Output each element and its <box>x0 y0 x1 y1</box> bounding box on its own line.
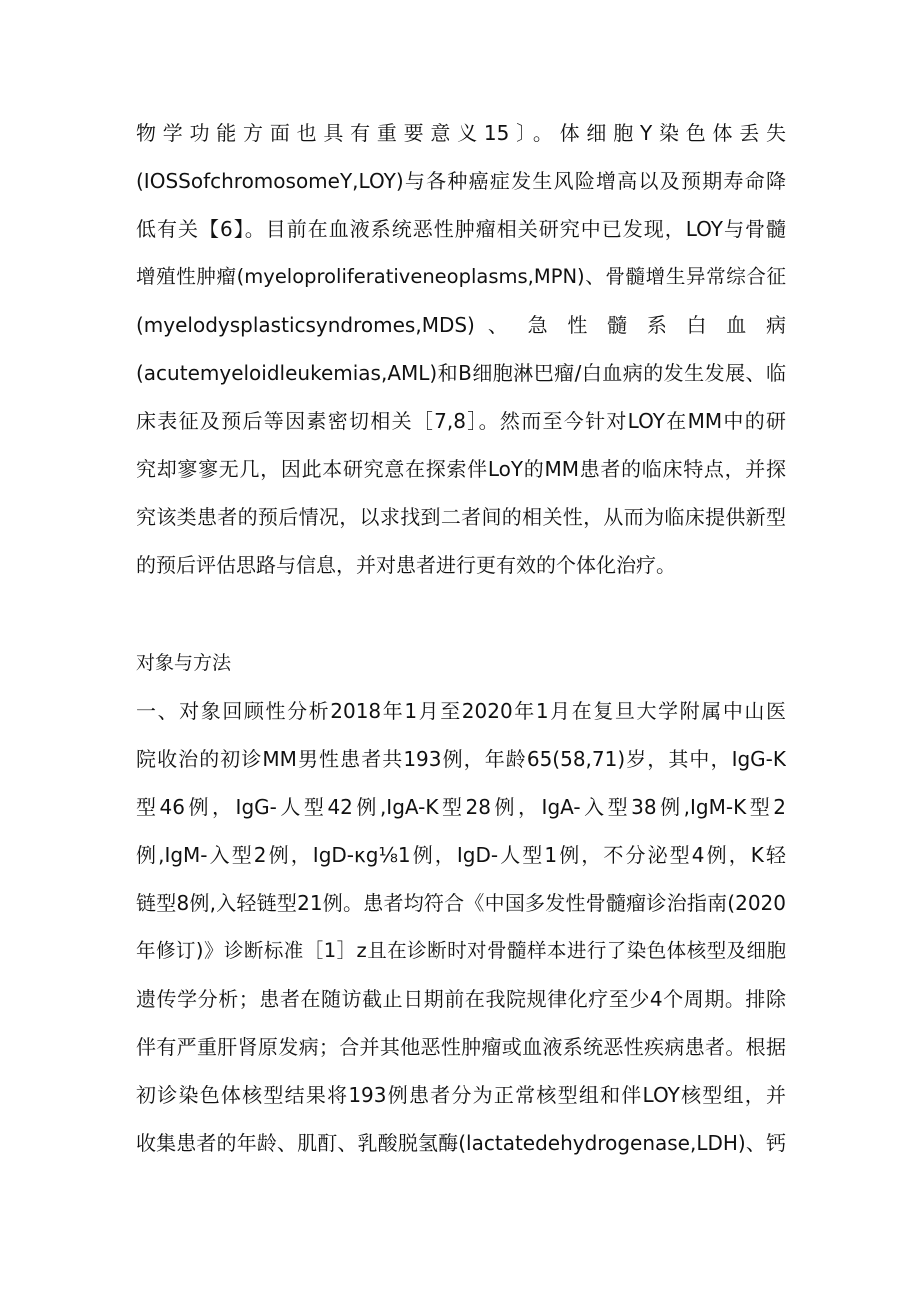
paragraph-line-10: 的预后评估思路与信息，并对患者进行更有效的个体化治疗。 <box>136 553 676 577</box>
paragraph-line-12: 院收治的初诊MM男性患者共193例，年龄65(58,71)岁，其中，IgG-K <box>136 747 786 771</box>
paragraph-line-20: 收集患者的年龄、肌酊、乳酸脱氢酶(lactatedehydrogenase,LDH)、钙 <box>136 1131 786 1155</box>
paragraph-line-9: 究该类患者的预后情况，以求找到二者间的相关性，从而为临床提供新型 <box>136 505 786 529</box>
paragraph-line-14: 例,IgM-入型2例，IgD-κg⅛1例，IgD-人型1例，不分泌型4例，K轻 <box>136 843 786 867</box>
paragraph-line-15: 链型8例,入轻链型21例。患者均符合《中国多发性骨髓瘤诊治指南(2020 <box>136 891 786 915</box>
paragraph-line-19: 初诊染色体核型结果将193例患者分为正常核型组和伴LOY核型组，并 <box>136 1083 786 1107</box>
section-heading: 对象与方法 <box>136 652 232 674</box>
paragraph-line-8: 究却寥寥无几，因此本研究意在探索伴LoY的MM患者的临床特点，并探 <box>136 457 786 481</box>
paragraph-line-16: 年修订)》诊断标准［1］z且在诊断时对骨髓样本进行了染色体核型及细胞 <box>136 939 786 962</box>
paragraph-line-3: 低有关【6】。目前在血液系统恶性肿瘤相关研究中已发现，LOY与骨髓 <box>136 217 786 241</box>
paragraph-line-2: (IOSSofchromosomeY,LOY)与各种癌症发生风险增高以及预期寿命降 <box>136 169 786 193</box>
paragraph-line-13: 型46例，IgG-人型42例,IgA-K型28例，IgA-入型38例,IgM-K型2 <box>136 795 786 819</box>
paragraph-line-4: 增殖性肿瘤(myeloproliferativeneoplasms,MPN)、骨髓增生异常综合征 <box>136 265 786 288</box>
paragraph-line-18: 伴有严重肝肾原发病；合并其他恶性肿瘤或血液系统恶性疾病患者。根据 <box>136 1035 786 1059</box>
paragraph-line-1: 物学功能方面也具有重要意义15〕。体细胞Y染色体丢失 <box>136 121 786 145</box>
paragraph-line-11: 一、对象回顾性分析2018年1月至2020年1月在复旦大学附属中山医 <box>136 699 786 723</box>
paragraph-line-17: 遗传学分析；患者在随访截止日期前在我院规律化疗至少4个周期。排除 <box>136 987 786 1011</box>
paragraph-line-5: (myelodysplasticsyndromes,MDS) 、 急 性 髓 系 白 血 病 <box>136 313 786 337</box>
paragraph-line-7: 床表征及预后等因素密切相关［7,8］。然而至今针对LOY在MM中的研 <box>136 409 786 433</box>
paragraph-line-6: (acutemyeloidleukemias,AML)和B细胞淋巴瘤/白血病的发生发展、临 <box>136 361 786 385</box>
